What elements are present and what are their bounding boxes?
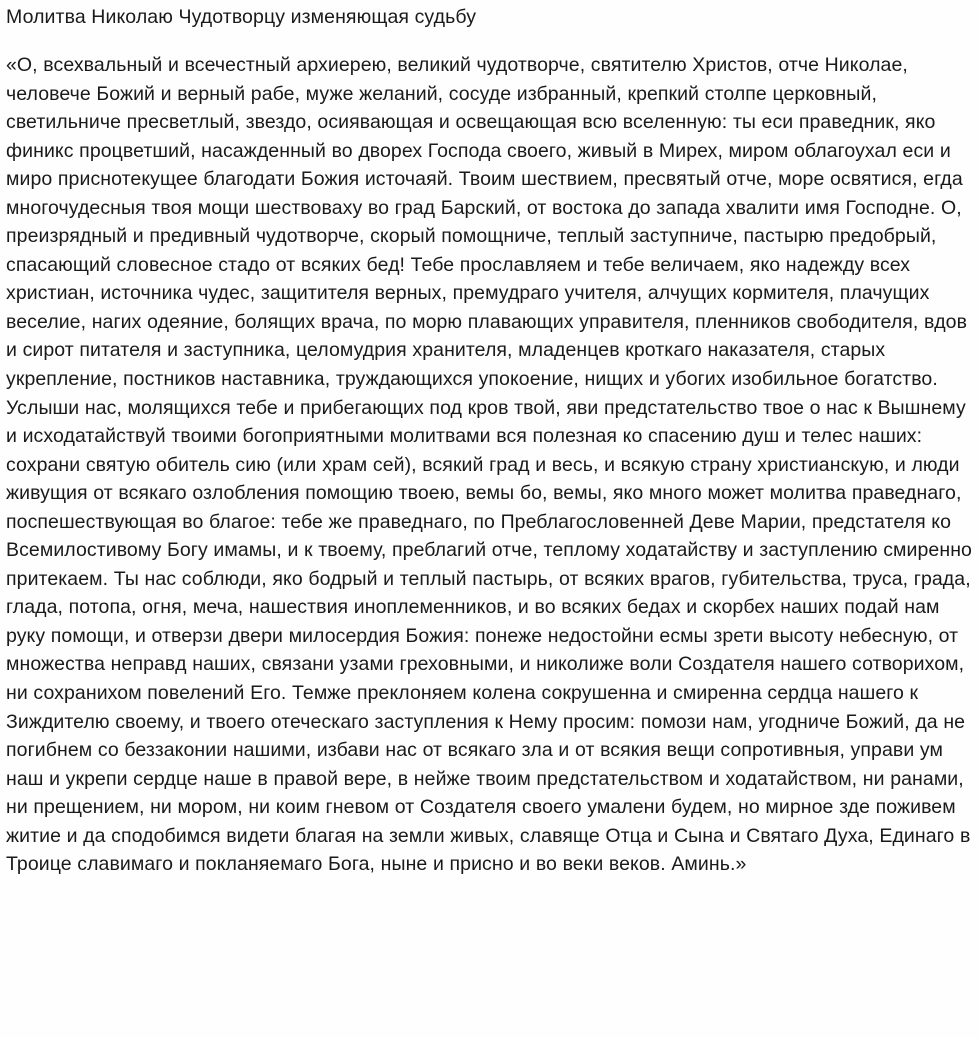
prayer-text-body: «О, всехвальный и всечестный архиерею, великий чудотворче, святителю Христов, отче Николае, человече Божий и верный рабе, муже желаний, сосуде избранный, крепкий столпе церковный, светильниче пресветлый, звездо, осиявающая и освещающая всю вселенную: ты еси праведник, яко финикс процветший, насажденный во дворех Господа своего, живый в Мирех, миром облагоухал еси и миро приснотекущее благодати Божия источаяй. Твоим шествием, пресвятый отче, море освятися, егда многочудесныя твоя мощи шествоваху во град Барский, от востока до запада хвалити имя Господне. О, преизрядный и предивный чудотворче, скорый помощниче, теплый заступниче, пастырю предобрый, спасающий словесное стадо от всяких бед! Тебе прославляем и тебе величаем, яко надежду всех христиан, источника чудес, защитителя верных, премудраго учителя, алчущих кормителя, плачущих веселие, нагих одеяние, болящих врача, по морю плавающих управителя, пленников свободителя, вдов и сирот питателя и заступника, целомудрия хранителя, младенцев кроткаго наказателя, старых укрепление, постников наставника, труждающихся упокоение, нищих и убогих изобильное богатство. Услыши нас, молящихся тебе и прибегающих под кров твой, яви предстательство твое о нас к Вышнему и исходатайствуй твоими богоприятными молитвами вся полезная ко спасению душ и телес наших: сохрани святую обитель сию (или храм сей), всякий град и весь, и всякую страну христианскую, и люди живущия от всякаго озлобления помощию твоею, вемы бо, вемы, яко много может молитва праведнаго, поспешествующая во благое: тебе же праведнаго, по Преблагословенней Деве Марии, предстателя ко Всемилостивому Богу имамы, и к твоему, преблагий отче, теплому ходатайству и заступлению смиренно притекаем. Ты нас соблюди, яко бодрый и теплый пастырь, от всяких врагов, губительства, труса, града, глада, потопа, огня, меча, нашествия иноплеменников, и во всяких бедах и скорбех наших подай нам руку помощи, и отверзи двери милосердия Божия: понеже недостойни есмы зрети высоту небесную, от множества неправд наших, связани узами греховными, и николиже воли Создателя нашего сотворихом, ни сохранихом повелений Его. Темже преклоняем колена сокрушенна и смиренна сердца нашего к Зиждителю своему, и твоего отеческаго заступления к Нему просим: помози нам, угодниче Божий, да не погибнем со беззаконии нашими, избави нас от всякаго зла и от всякия вещи сопротивныя, управи ум наш и укрепи сердце наше в правой вере, в нейже твоим предстательством и ходатайством, ни ранами, ни прещением, ни мором, ни коим гневом от Создателя своего умалени будем, но мирное зде поживем житие и да сподобимся видети благая на земли живых, славяще Отца и Сына и Святаго Духа, Единаго в Троице славимаго и покланяемаго Бога, ныне и присно и во веки веков. Аминь.»	[6, 54, 972, 876]
page-title: Молитва Николаю Чудотворцу изменяющая судьбу	[6, 6, 477, 28]
title-body-spacer	[6, 30, 971, 51]
